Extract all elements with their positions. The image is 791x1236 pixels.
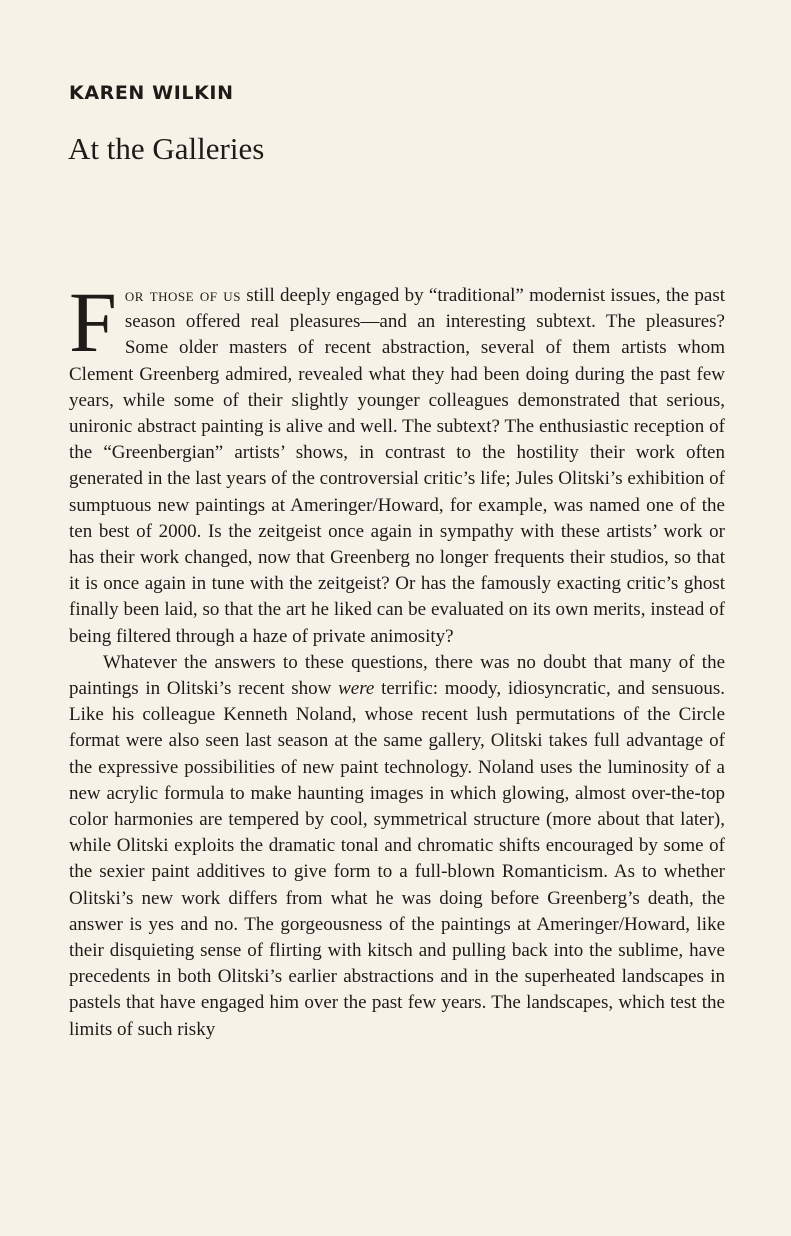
paragraph-1-text: still deeply engaged by “traditional” modernist issues, the past season offered real pleasures—and an interesting subtext. The pleasures? Some older masters of recent abstraction, several of them artists whom Clement Greenberg admired, revealed what they had been doing during the past few years, while some of their slightly younger colleagues demonstrated that serious, unironic abstract painting is alive and well. The subtext? The enthusiastic reception of the “Greenbergian” artists’ shows, in contrast to the hostility their work often generated in the last years of the controversial critic’s life; Jules Olitski’s exhibition of sumptuous new paintings at Ameringer/Howard, for example, was named one of the ten best of 2000. Is the zeitgeist once again in sympathy with these artists’ work or has their work changed, now that Greenberg no longer frequents their studios, so that it is once again in tune with the zeitgeist? Or has the famously exacting critic’s ghost finally been laid, so that the art he liked can be evaluated on its own merits, instead of being filtered through a haze of private animosity? [69,285,725,647]
paragraph-1 [69,274,725,650]
drop-cap: F [69,274,117,370]
paragraph-2 [69,650,725,1043]
article-body [69,274,725,1043]
article-title: At the Galleries [68,131,265,166]
paragraph-2-text-start: Whatever the answers to these questions, there was no doubt that many of the paintings in Olitski’s recent show [69,651,725,700]
lead-in-smallcaps: or those of us [124,285,241,306]
paragraph-2-text-end: terrific: moody, idiosyncratic, and sensuous. Like his colleague Kenneth Noland, whose recent lush permutations of the Circle format were also seen last season at the same gallery, Olitski takes full advantage of the expressive possibilities of new paint technology. Noland uses the luminosity of a new acrylic formula to make haunting images in which glowing, almost over-the-top color harmonies are tempered by cool, symmetrical structure (more about that later), while Olitski exploits the dramatic tonal and chromatic shifts encouraged by some of the sexier paint additives to give form to a full-blown Romanticism. As to whether Olitski’s new work differs from what he was doing before Greenberg’s death, the answer is yes and no. The gorgeousness of the paintings at Ameringer/Howard, like their disquieting sense of flirting with kitsch and pulling back into the sublime, have precedents in both Olitski’s earlier abstractions and in the superheated landscapes in pastels that have engaged him over the past few years. The landscapes, which test the limits of such risky [69,678,725,1040]
author-name: KAREN WILKIN [69,82,234,104]
emphasis-word: were [338,678,375,700]
